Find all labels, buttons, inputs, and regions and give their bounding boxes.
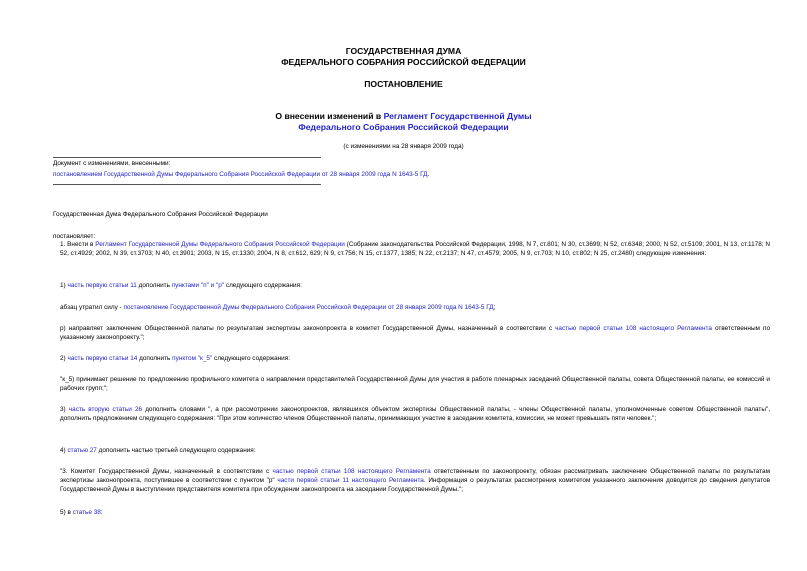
- amendments-intro: Документ с изменениями, внесенными:: [53, 160, 171, 167]
- paragraph-1: 1. Внести в Регламент Государственной Думы Федерального Собрания Российской Федерации (Собрание законодательства Российской Федерации, 1998, N 7, ст.801; N 30, ст.3699; N 52, ст.6348; 2000, N 52, ст.5109; 2001, N 13, ст.1178; N 52, ст.4929; 2002, N 39, ст.3703; N 40, ст.3901; 2003, N 15, ст.1330; 2004, N 8, ст.612, 629; N 9, ст.756; N 15, ст.1377, 1385; N 22, ст.2137; N 47, ст.4579; 2005, N 9, ст.703; N 10, ст.802; N 25, ст.2480) следующие изменения:: [60, 241, 770, 258]
- item-1: 1) часть первую статьи 11 дополнить пунктами "п" и "р" следующего содержания:: [60, 282, 302, 289]
- article-11-link[interactable]: часть первую статьи 11: [67, 282, 137, 289]
- item-5: 5) в статье 38:: [60, 509, 103, 516]
- item-3: 3) часть вторую статьи 26 дополнить словами ", а при рассмотрении законопроектов, являвшихся объектом экспертизы Общественной палаты, - члены Общественной палаты, уполномоченные советом Общественной палаты", дополнить предложением следующего содержания: "При этом количество членов Общественной палаты, принимающих участие в заседании комитета, комиссии, не может превышать пяти человек.";: [60, 406, 770, 423]
- divider-top: [53, 157, 321, 158]
- article-108-link-2[interactable]: частью первой статьи 108 настоящего Регламента: [272, 468, 431, 475]
- repeal-decree-link[interactable]: постановление Государственной Думы Федерального Собрания Российской Федерации от 28 января 2009 года N 1643-5 ГД: [123, 304, 494, 311]
- point-k5-text: "к_5) принимает решение по предложению профильного комитета о направлении представителей Государственной Думы для участия в работе пленарных заседаний Общественной палаты, совета Общественной палаты, ее комиссий и рабочих групп;";: [60, 376, 770, 393]
- article-38-link[interactable]: статье 38: [72, 509, 101, 516]
- amendments-line: постановлением Государственной Думы Федерального Собрания Российской Федерации от 28 января 2009 года N 1643-5 ГД.: [53, 171, 430, 178]
- title-link-line-1[interactable]: Регламент Государственной Думы: [383, 111, 532, 121]
- title-link-line-2[interactable]: Федерального Собрания Российской Федерации: [298, 122, 509, 132]
- article-108-link[interactable]: частью первой статьи 108 настоящего Регламента: [555, 325, 712, 332]
- article-26-link[interactable]: часть вторую статьи 26: [68, 406, 143, 413]
- point-r: р) направляет заключение Общественной палаты по результатам экспертизы законопроекта в комитет Государственной Думы, назначенный в соответствии с частью первой статьи 108 настоящего Регламента ответственным по указанному законопроекту.";: [60, 325, 770, 342]
- repealed-paragraph: абзац утратил силу - постановление Государственной Думы Федерального Собрания Российской Федерации от 28 января 2009 года N 1643-5 ГД;: [60, 304, 496, 311]
- article-27-link[interactable]: статью 27: [67, 447, 97, 454]
- edition-note: (с изменениями на 28 января 2009 года): [343, 143, 464, 150]
- title-line-2: [0, 122, 807, 133]
- item-2: 2) часть первую статьи 14 дополнить пунктом "к_5" следующего содержания:: [60, 355, 290, 362]
- header-line-2: ФЕДЕРАЛЬНОГО СОБРАНИЯ РОССИЙСКОЙ ФЕДЕРАЦИИ: [281, 57, 526, 67]
- document-type: ПОСТАНОВЛЕНИЕ: [364, 79, 443, 89]
- header-line-1: ГОСУДАРСТВЕННАЯ ДУМА: [345, 46, 462, 56]
- part-3-text: "3. Комитет Государственной Думы, назначенный в соответствии с частью первой статьи 108 настоящего Регламента ответственным по законопроекту, обязан рассматривать заключение Общественной палаты по результатам экспертизы законопроекта, поступившее в соответствии с пунктом "р" части первой статьи 11 настоящего Регламента. Информация о результатах рассмотрения комитетом указанного заключения доводится до сведения депутатов Государственной Думы в выступлении представителя комитета при обсуждении законопроекта на заседании Государственной Думы.";: [60, 468, 770, 494]
- article-11-part-1-link[interactable]: части первой статьи 11 настоящего Регламента: [277, 477, 424, 485]
- item-4: 4) статью 27 дополнить частью третьей следующего содержания:: [60, 447, 256, 454]
- points-p-r-link[interactable]: пунктами "п" и "р": [171, 282, 225, 289]
- article-14-link[interactable]: часть первую статьи 14: [67, 355, 138, 362]
- point-k5-link[interactable]: пунктом "к_5": [172, 355, 213, 362]
- divider-bottom: [53, 184, 321, 185]
- resolves-text: постановляет:: [53, 233, 96, 240]
- title-line-1: [0, 111, 807, 122]
- title-prefix: О внесении изменений в: [275, 111, 384, 121]
- issuer-text: Государственная Дума Федерального Собрания Российской Федерации: [53, 211, 268, 218]
- amendments-link[interactable]: постановлением Государственной Думы Федерального Собрания Российской Федерации от 28 января 2009 года N 1643-5 ГД: [53, 171, 428, 178]
- reglament-link[interactable]: Регламент Государственной Думы Федерального Собрания Российской Федерации: [95, 241, 345, 248]
